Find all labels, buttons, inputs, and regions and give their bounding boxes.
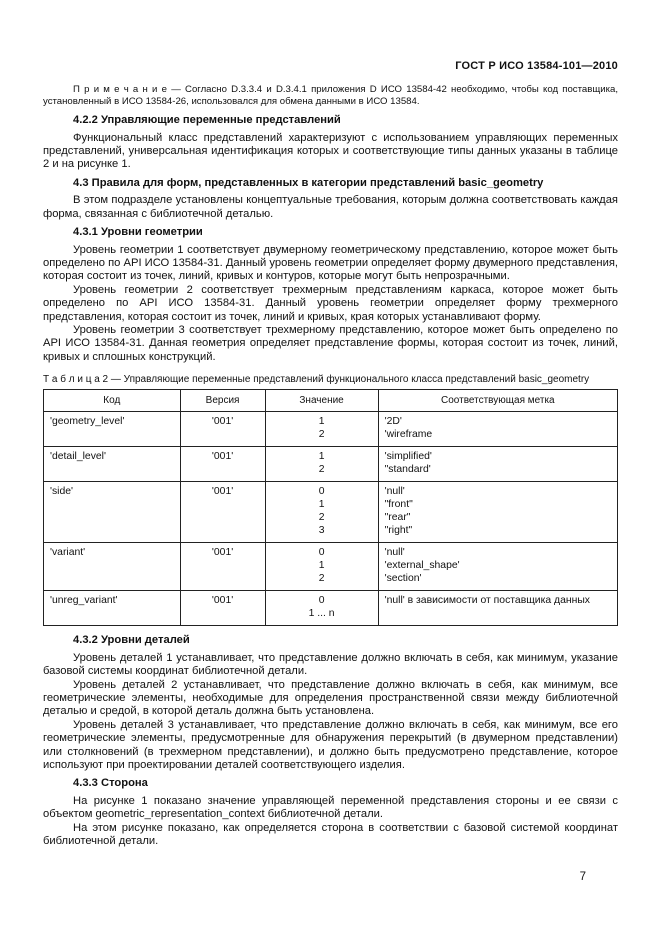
table-cell: '001' — [180, 447, 265, 482]
control-variables-table — [43, 389, 618, 626]
value-line: 1 — [318, 451, 325, 463]
section-heading: 4.3.2 Уровни деталей — [73, 634, 190, 647]
section-heading: 4.3 Правила для форм, представленных в категории представлений basic_geometry — [73, 176, 544, 189]
value-line: 0 — [318, 547, 325, 559]
value-line: 1 — [318, 560, 325, 572]
table-cell: 'variant' — [44, 543, 181, 591]
table-row — [44, 482, 618, 543]
table-cell: '001' — [180, 591, 265, 626]
label-line: 'null' — [384, 547, 405, 559]
document-header: ГОСТ Р ИСО 13584-101—2010 — [455, 60, 618, 72]
value-line: 1 ... n — [308, 608, 335, 620]
table-caption: Т а б л и ц а 2 — Управляющие переменные представлений функционального класса представлений basic_geometry — [43, 374, 590, 386]
label-line: 'simplified' — [384, 451, 432, 463]
table-cell — [378, 412, 617, 447]
table-row — [44, 543, 618, 591]
paragraph: Уровень деталей 3 устанавливает, что представление должно включать в себя, как минимум, все его геометрические элементы, предусмотренные для обнаружения перекрытий (в двумерном представлении) или столкновений (в трехмерном представлении), и должно быть предусмотрено представление, которое используют при проектировании деталей соответствующего изделия. — [43, 718, 618, 771]
paragraph: Уровень деталей 2 устанавливает, что представление должно включать в себя, как минимум, все геометрические элементы, необходимые для определения пространственной связи между библиотечной деталью и средой, в которой деталь должна быть установлена. — [43, 678, 618, 718]
note-paragraph: П р и м е ч а н и е — Согласно D.3.3.4 и D.3.4.1 приложения D ИСО 13584-42 необходимо, чтобы код поставщика, установленный в ИСО 13584-26, использовался для обмена данными в ИСО 13584. — [43, 84, 618, 107]
label-line: 'null' в зависимости от поставщика данных — [384, 595, 590, 607]
label-line: '2D' — [384, 416, 402, 428]
label-line: "standard' — [384, 464, 431, 476]
paragraph: В этом подразделе установлены концептуальные требования, которым должна соответствовать каждая форма, связанная с библиотечной деталью. — [43, 194, 618, 220]
table-header-cell: Версия — [180, 390, 265, 412]
value-line: 2 — [318, 464, 325, 476]
section-heading: 4.3.3 Сторона — [73, 777, 148, 790]
table-cell — [378, 447, 617, 482]
value-line: 1 — [318, 499, 325, 511]
table-row — [44, 591, 618, 626]
paragraph: На рисунке 1 показано значение управляющей переменной представления стороны и ее связи с объектом geometric_representation_context библиотечной детали. — [43, 794, 618, 821]
table-cell: 'geometry_level' — [44, 412, 181, 447]
paragraph: На этом рисунке показано, как определяется сторона в соответствии с базовой системой координат библиотечной детали. — [43, 821, 618, 848]
page-number: 7 — [579, 871, 586, 883]
table-cell — [378, 543, 617, 591]
table-cell — [265, 543, 378, 591]
paragraph: Уровень геометрии 2 соответствует трехмерным представлениям каркаса, которое может быть определено по API ИСО 13584-31. Данный уровень геометрии определяет форму трехмерного представления, которая состоит из точек, линий и кривых, края которых устанавливают форму. — [43, 283, 618, 323]
label-line: 'section' — [384, 573, 422, 585]
table-cell — [378, 591, 617, 626]
table-row — [44, 447, 618, 482]
table-cell: 'unreg_variant' — [44, 591, 181, 626]
table-cell — [265, 447, 378, 482]
table-cell — [265, 412, 378, 447]
label-line: 'null' — [384, 486, 405, 498]
value-line: 2 — [318, 429, 325, 441]
document-content — [43, 84, 618, 848]
table-cell: '001' — [180, 412, 265, 447]
table-header-cell: Значение — [265, 390, 378, 412]
paragraph: Уровень деталей 1 устанавливает, что представление должно включать в себя, как минимум, указание базовой системы координат библиотечной детали. — [43, 651, 618, 678]
label-line: "rear" — [384, 512, 411, 524]
table-cell: '001' — [180, 482, 265, 543]
table-header-row — [44, 390, 618, 412]
paragraph: Уровень геометрии 3 соответствует трехмерному представлению, которое может быть определено по API ИСО 13584-31. Данная геометрия определяет представление формы, которая состоит из точек, линий, кривых и сплошных конструкций. — [43, 323, 618, 363]
table-cell: 'detail_level' — [44, 447, 181, 482]
table-cell — [265, 591, 378, 626]
table-header-cell: Код — [44, 390, 181, 412]
paragraph: Уровень геометрии 1 соответствует двумерному геометрическому представлению, которое может быть определено по API ИСО 13584-31. Данный уровень геометрии определяет форму двумерного представления, которая состоит из точек, линий, кривых и контуров, которые могут быть непрозрачными. — [43, 243, 618, 283]
table-header-cell: Соответствующая метка — [378, 390, 617, 412]
table-cell — [378, 482, 617, 543]
table-cell: '001' — [180, 543, 265, 591]
section-heading: 4.3.1 Уровни геометрии — [73, 226, 203, 239]
table-cell: 'side' — [44, 482, 181, 543]
table-row — [44, 412, 618, 447]
paragraph: Функциональный класс представлений характеризуют с использованием управляющих переменных представлений, универсальная идентификация которых и соответствующие типы данных указаны в таблице 2 и на рисунке 1. — [43, 131, 618, 171]
value-line: 2 — [318, 573, 325, 585]
section-heading: 4.2.2 Управляющие переменные представлений — [73, 114, 341, 126]
document-content-wrapper — [43, 60, 618, 848]
table-cell — [265, 482, 378, 543]
label-line: "front" — [384, 499, 413, 511]
label-line: 'wireframe — [384, 429, 433, 441]
value-line: 3 — [318, 525, 325, 537]
label-line: "right" — [384, 525, 413, 537]
value-line: 1 — [318, 416, 325, 428]
value-line: 0 — [318, 595, 325, 607]
value-line: 0 — [318, 486, 325, 498]
label-line: 'external_shape' — [384, 560, 460, 572]
value-line: 2 — [318, 512, 325, 524]
